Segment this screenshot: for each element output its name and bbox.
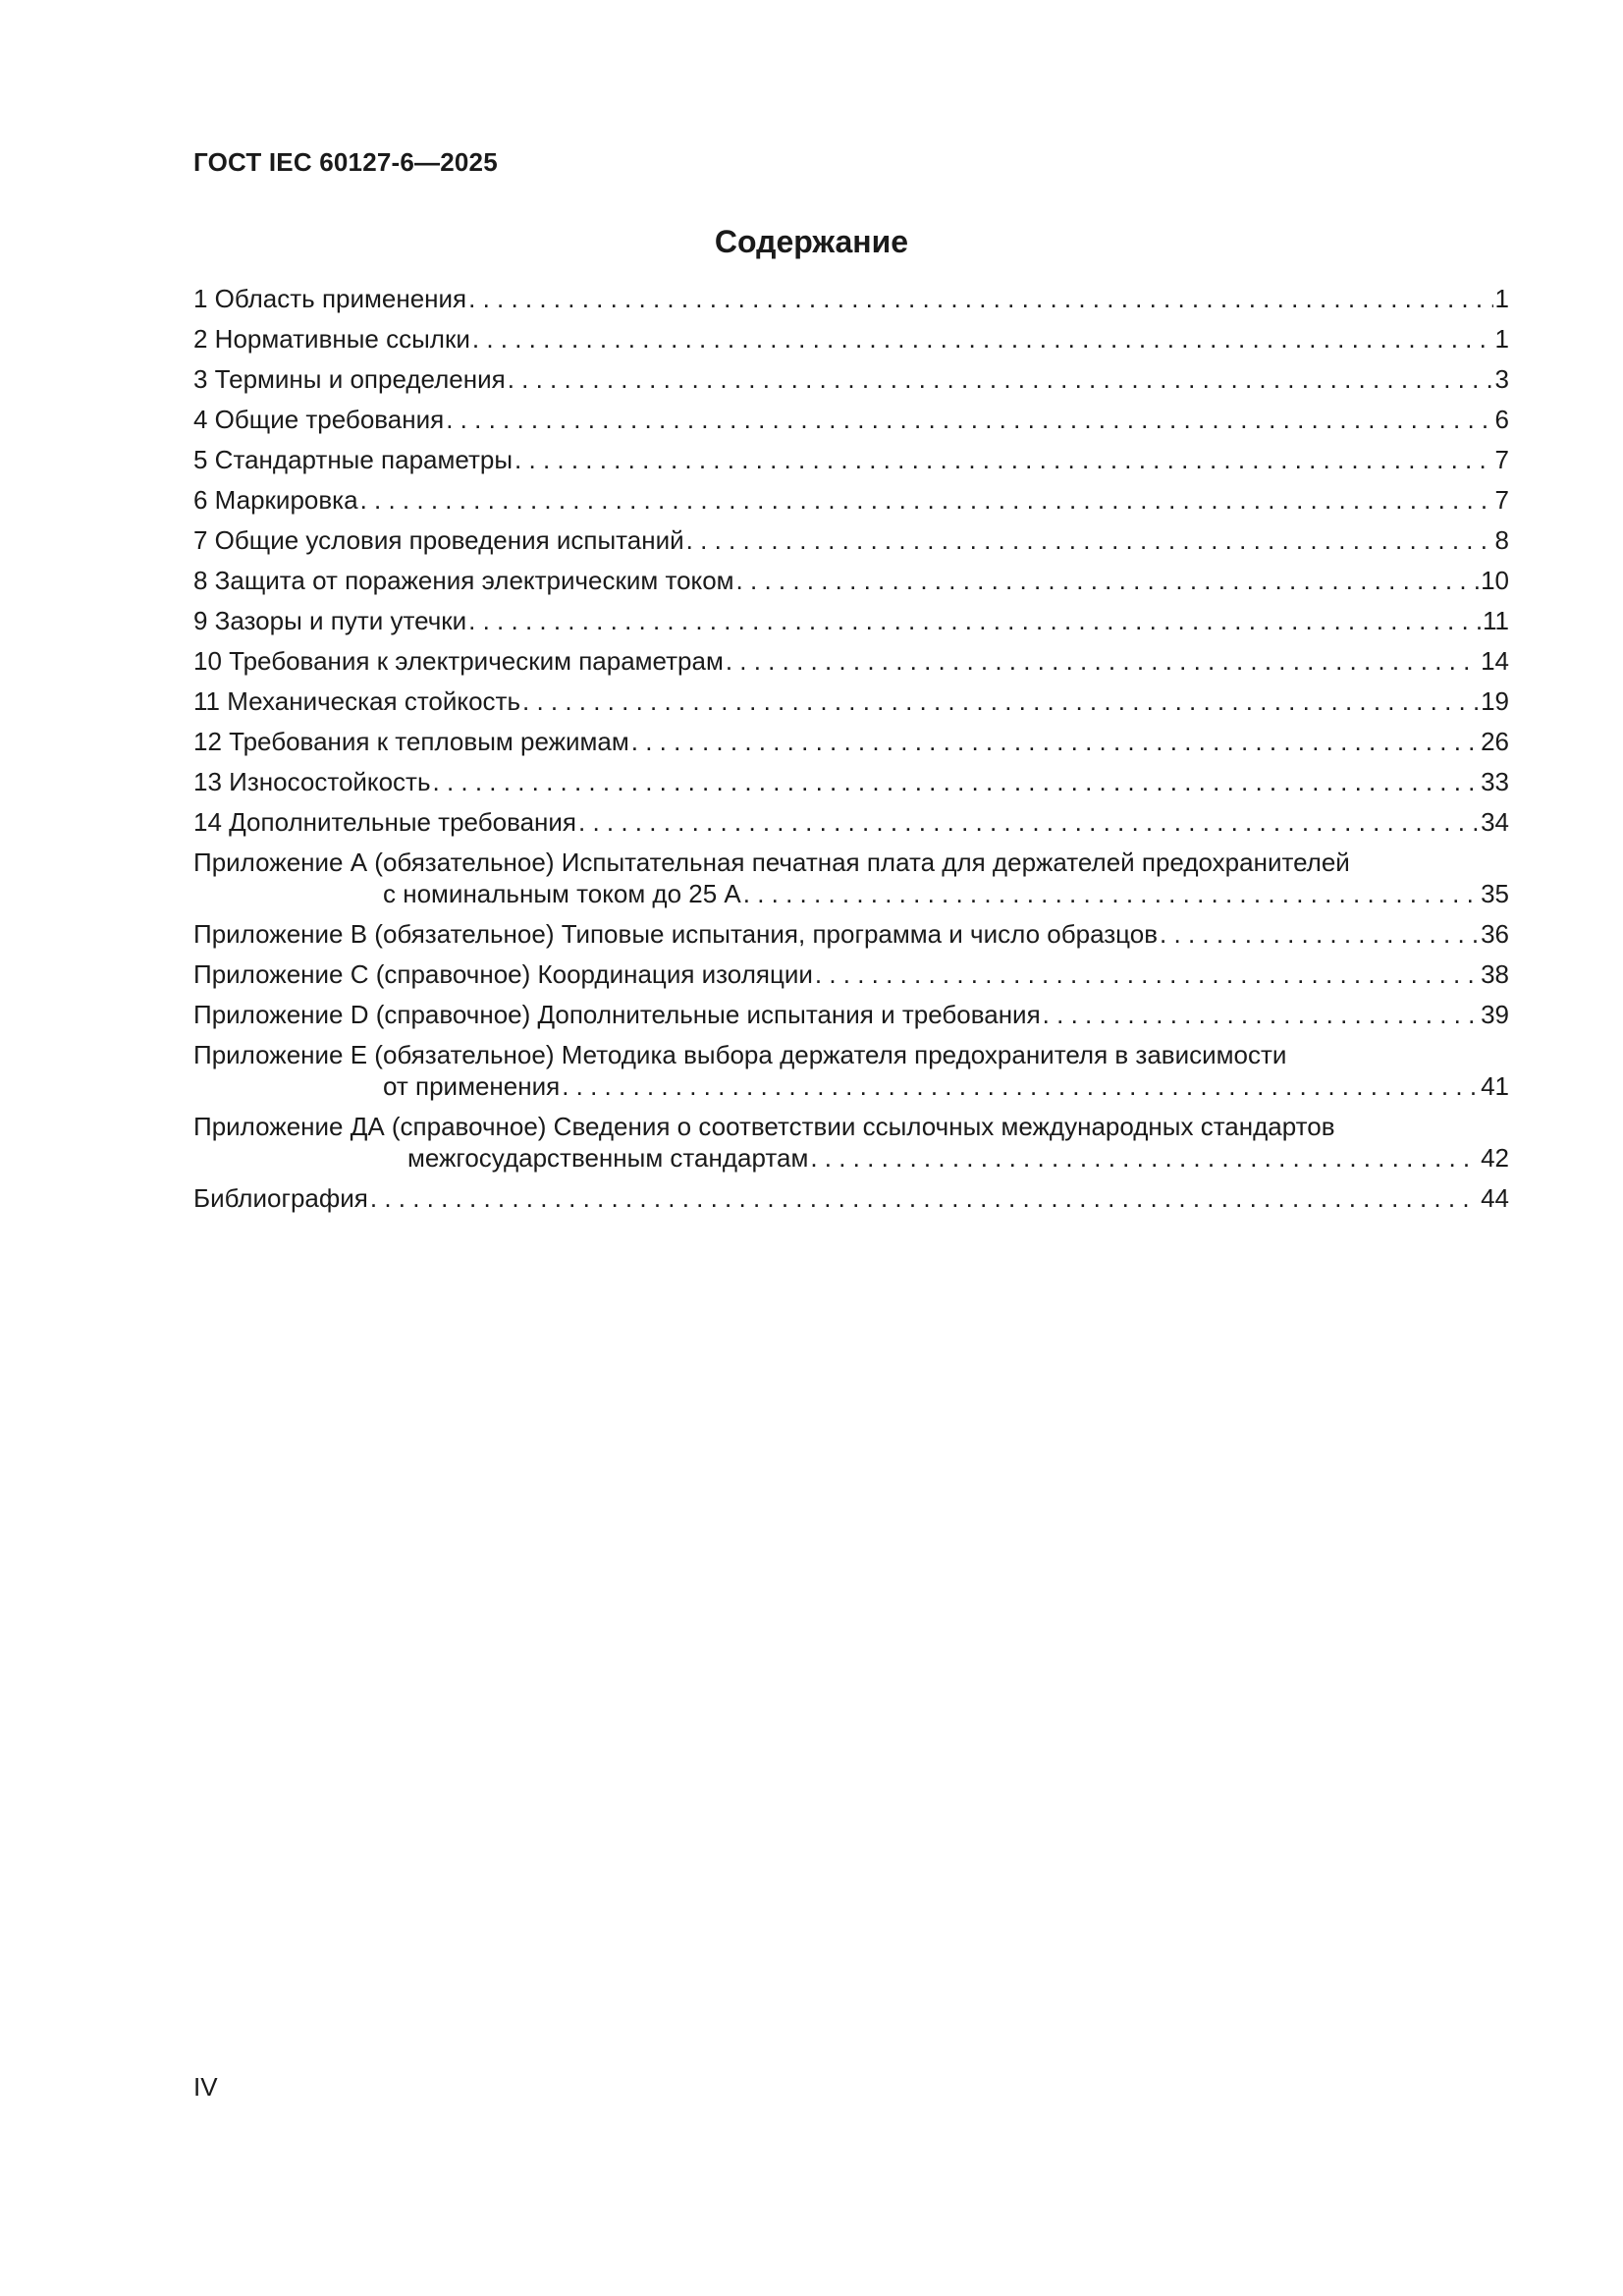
toc-entry-text: 6 Маркировка [193, 485, 358, 515]
toc-entry-line [193, 806, 1509, 838]
toc-page-number: 34 [1481, 807, 1509, 837]
toc-page-number: 36 [1481, 919, 1509, 949]
toc-entry-text: 10 Требования к электрическим параметрам [193, 646, 724, 676]
toc-page-number: 38 [1481, 959, 1509, 989]
toc-page-number: 1 [1494, 284, 1509, 313]
toc-entry[interactable] [193, 685, 1509, 717]
toc-page-number: 39 [1481, 1000, 1509, 1029]
dot-leader [522, 685, 1479, 717]
toc-page-number: 10 [1481, 566, 1509, 595]
toc-entry-text: 11 Механическая стойкость [193, 686, 520, 716]
toc-page-number: 26 [1481, 727, 1509, 756]
toc-entry[interactable] [193, 645, 1509, 677]
toc-entry[interactable] [193, 766, 1509, 797]
toc-entry-text: 2 Нормативные ссылки [193, 324, 470, 354]
toc-entry-text: Приложение С (справочное) Координация изоляции [193, 959, 813, 989]
toc-entry-line [193, 1070, 1509, 1102]
dot-leader [736, 565, 1480, 596]
toc-entry-line [193, 1142, 1509, 1174]
toc-entry-text: Приложение А (обязательное) Испытательная печатная плата для держателей предохранителей [193, 847, 1350, 877]
dot-leader [743, 878, 1479, 909]
toc-entry-text: Приложение В (обязательное) Типовые испытания, программа и число образцов [193, 919, 1159, 949]
dot-leader [562, 1070, 1479, 1102]
document-designation: ГОСТ IEC 60127-6—2025 [193, 147, 498, 177]
toc-entry[interactable] [193, 1182, 1509, 1214]
toc-page-number: 7 [1494, 485, 1509, 515]
dot-leader [446, 404, 1492, 435]
toc-entry-text: от применения [383, 1071, 561, 1101]
toc-entry-text: 12 Требования к тепловым режимам [193, 727, 629, 756]
toc-page-number: 6 [1494, 405, 1509, 434]
toc-entry[interactable] [193, 1111, 1509, 1174]
toc-entry-text: 14 Дополнительные требования [193, 807, 577, 837]
toc-entry-line [193, 726, 1509, 757]
toc-entry[interactable] [193, 363, 1509, 395]
toc-entry-text: 7 Общие условия проведения испытаний [193, 525, 684, 555]
toc-page-number: 41 [1481, 1071, 1509, 1101]
toc-entry-text: Приложение Е (обязательное) Методика выбора держателя предохранителя в зависимости [193, 1040, 1287, 1069]
toc-page-number: 33 [1481, 767, 1509, 796]
dot-leader [370, 1182, 1479, 1214]
toc-entry[interactable] [193, 283, 1509, 314]
toc-entry-text: 3 Термины и определения [193, 364, 506, 394]
dot-leader [468, 605, 1481, 636]
toc-entry[interactable] [193, 847, 1509, 909]
toc-entry[interactable] [193, 999, 1509, 1030]
toc-entry[interactable] [193, 524, 1509, 556]
dot-leader [686, 524, 1493, 556]
toc-entry-line [193, 645, 1509, 677]
toc-title: Содержание [714, 224, 909, 259]
toc-entry-text: 4 Общие требования [193, 405, 445, 434]
dot-leader [433, 766, 1480, 797]
dot-leader [631, 726, 1479, 757]
toc-entry-line [193, 878, 1509, 909]
toc-entry[interactable] [193, 918, 1509, 950]
toc-entry-line [193, 323, 1509, 355]
toc-page-number: 1 [1494, 324, 1509, 354]
dot-leader [578, 806, 1479, 838]
toc-entry-line [193, 444, 1509, 475]
toc-entry-line [193, 685, 1509, 717]
toc-page-number: 8 [1494, 525, 1509, 555]
toc-page-number: 19 [1481, 686, 1509, 716]
dot-leader [815, 958, 1479, 990]
toc-entry-line [193, 363, 1509, 395]
toc-entry-line [193, 999, 1509, 1030]
toc-entry-text: Приложение ДА (справочное) Сведения о соответствии ссылочных международных стандартов [193, 1112, 1335, 1141]
toc-entry-line [193, 484, 1509, 516]
toc-entry-line [193, 918, 1509, 950]
toc-entry[interactable] [193, 484, 1509, 516]
toc-entry[interactable] [193, 323, 1509, 355]
toc-entry[interactable] [193, 444, 1509, 475]
dot-leader [508, 363, 1493, 395]
toc-entry-line [193, 404, 1509, 435]
table-of-contents [193, 283, 1509, 1223]
toc-entry-text: Библиография [193, 1183, 368, 1213]
toc-entry-line [193, 283, 1509, 314]
dot-leader [1043, 999, 1479, 1030]
toc-entry[interactable] [193, 605, 1509, 636]
toc-entry[interactable] [193, 1039, 1509, 1102]
toc-page-number: 42 [1481, 1143, 1509, 1173]
dot-leader [810, 1142, 1479, 1174]
toc-entry-text: межгосударственным стандартам [407, 1143, 809, 1173]
toc-entry[interactable] [193, 565, 1509, 596]
toc-page-number: 14 [1481, 646, 1509, 676]
toc-page-number: 11 [1483, 606, 1509, 635]
dot-leader [1160, 918, 1479, 950]
toc-page-number: 3 [1494, 364, 1509, 394]
toc-entry-text: 13 Износостойкость [193, 767, 431, 796]
dot-leader [468, 283, 1492, 314]
toc-entry-line [193, 565, 1509, 596]
toc-entry-line [193, 605, 1509, 636]
toc-entry[interactable] [193, 404, 1509, 435]
toc-entry-text: 5 Стандартные параметры [193, 445, 514, 474]
dot-leader [726, 645, 1479, 677]
dot-leader [472, 323, 1493, 355]
toc-entry[interactable] [193, 806, 1509, 838]
toc-entry-text: 8 Защита от поражения электрическим током [193, 566, 734, 595]
toc-entry[interactable] [193, 958, 1509, 990]
toc-entry-line [193, 524, 1509, 556]
dot-leader [360, 484, 1493, 516]
toc-entry[interactable] [193, 726, 1509, 757]
toc-entry-text: 1 Область применения [193, 284, 467, 313]
toc-entry-text: с номинальным током до 25 А [383, 879, 741, 908]
toc-page-number: 35 [1481, 879, 1509, 908]
toc-entry-text: Приложение D (справочное) Дополнительные испытания и требования [193, 1000, 1041, 1029]
page-number: IV [193, 2072, 218, 2102]
dot-leader [514, 444, 1492, 475]
toc-entry-line [193, 766, 1509, 797]
toc-entry-line [193, 958, 1509, 990]
toc-entry-line [193, 1182, 1509, 1214]
toc-page-number: 7 [1494, 445, 1509, 474]
toc-page-number: 44 [1481, 1183, 1509, 1213]
toc-entry-text: 9 Зазоры и пути утечки [193, 606, 467, 635]
